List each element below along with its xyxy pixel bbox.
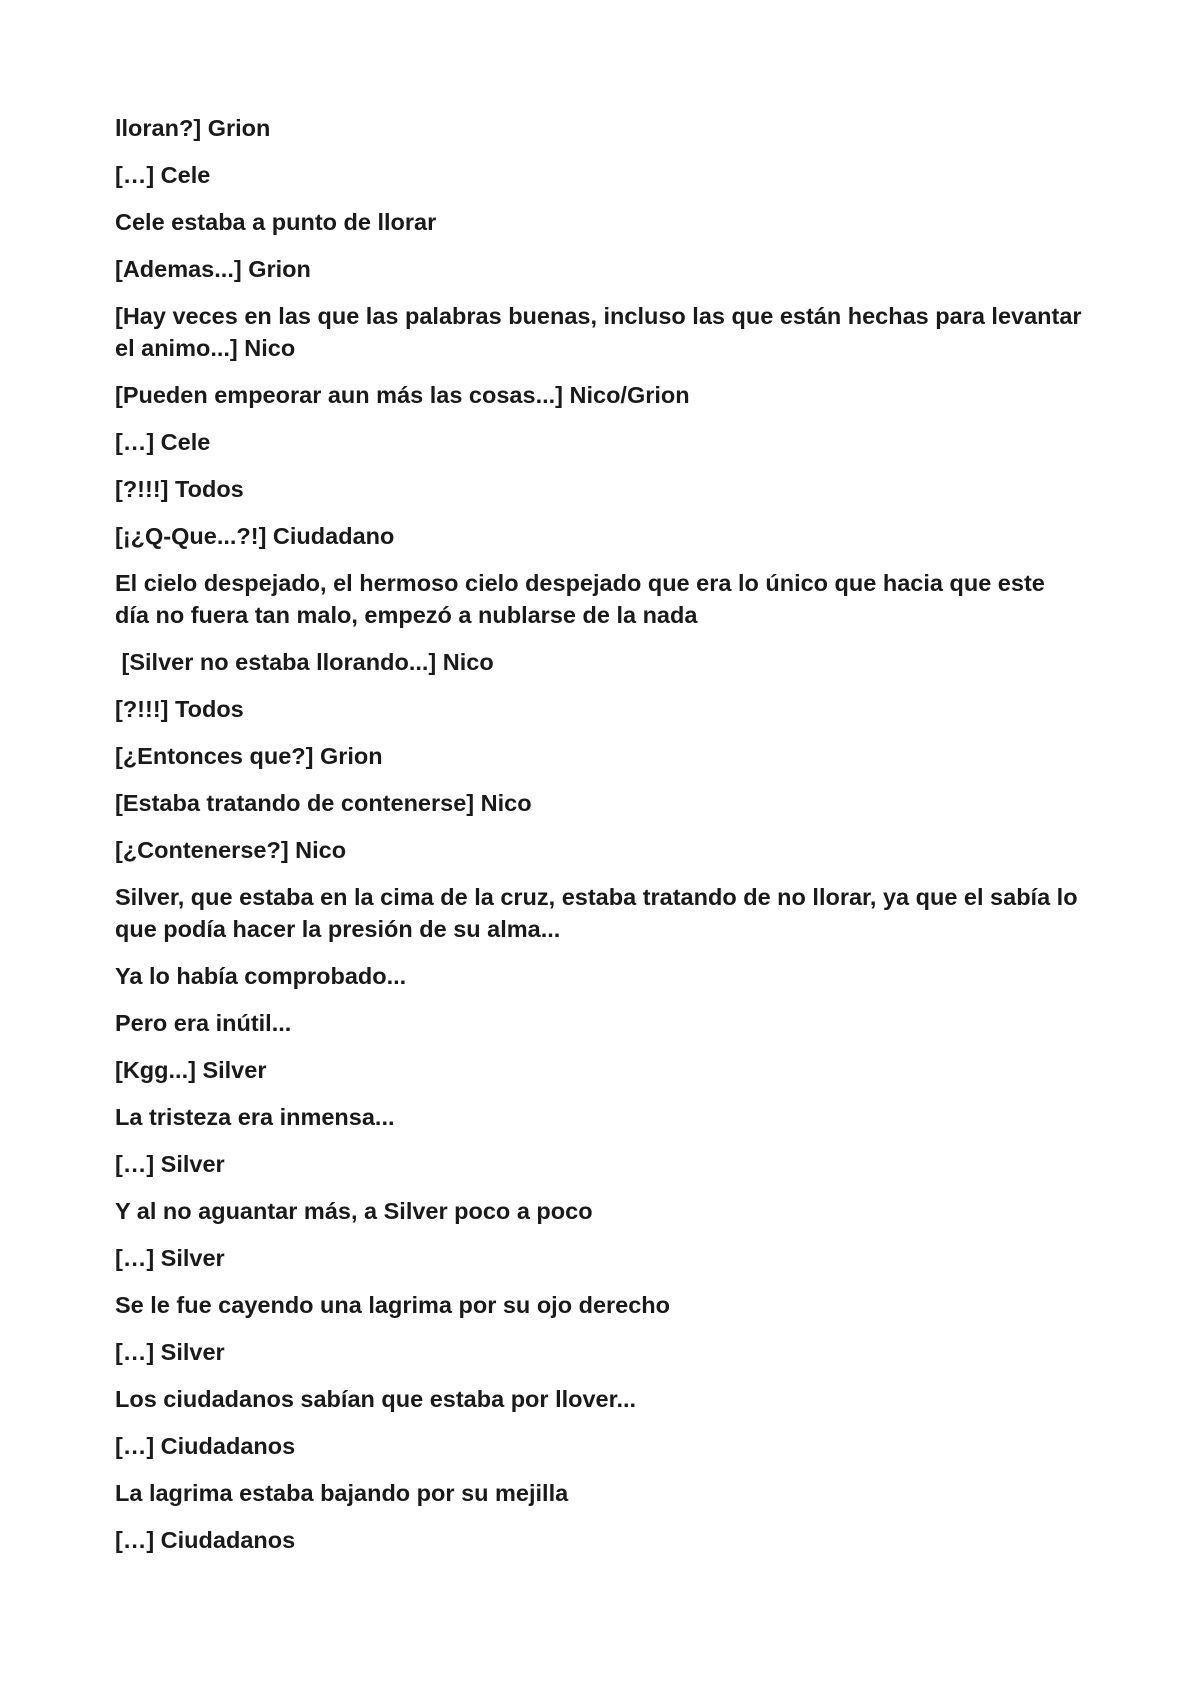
paragraph: lloran?] Grion (115, 115, 271, 141)
paragraph: El cielo despejado, el hermoso cielo despejado que era lo único que hacia que este día no fuera tan malo, empezó a nublarse de la nada (115, 570, 1052, 628)
paragraph: […] Silver (115, 1339, 225, 1365)
paragraph: Y al no aguantar más, a Silver poco a poco (115, 1198, 593, 1224)
paragraph: Silver, que estaba en la cima de la cruz, estaba tratando de no llorar, ya que el sabía lo que podía hacer la presión de su alma... (115, 884, 1085, 942)
paragraph: La lagrima estaba bajando por su mejilla (115, 1480, 569, 1506)
paragraph: […] Cele (115, 162, 211, 188)
paragraph: [?!!!] Todos (115, 476, 244, 502)
paragraph: [¿Entonces que?] Grion (115, 743, 383, 769)
paragraph: […] Ciudadanos (115, 1433, 296, 1459)
paragraph: Se le fue cayendo una lagrima por su ojo derecho (115, 1292, 671, 1318)
paragraph: [Estaba tratando de contenerse] Nico (115, 790, 532, 816)
paragraph: La tristeza era inmensa... (115, 1104, 395, 1130)
paragraph: Los ciudadanos sabían que estaba por llover... (115, 1386, 637, 1412)
paragraph: [?!!!] Todos (115, 696, 244, 722)
paragraph: […] Cele (115, 429, 211, 455)
paragraph: […] Silver (115, 1245, 225, 1271)
page-body (115, 112, 1089, 1571)
paragraph: [¿Contenerse?] Nico (115, 837, 347, 863)
paragraph: Pero era inútil... (115, 1010, 292, 1036)
paragraph: [¡¿Q-Que...?!] Ciudadano (115, 523, 395, 549)
paragraph: [Hay veces en las que las palabras buenas, incluso las que están hechas para levantar el animo...] Nico (115, 303, 1089, 361)
paragraph: Ya lo había comprobado... (115, 963, 407, 989)
paragraph: […] Ciudadanos (115, 1527, 296, 1553)
paragraph: [Ademas...] Grion (115, 256, 311, 282)
paragraph: […] Silver (115, 1151, 225, 1177)
paragraph: [Kgg...] Silver (115, 1057, 267, 1083)
paragraph: [Pueden empeorar aun más las cosas...] Nico/Grion (115, 382, 690, 408)
paragraph: Cele estaba a punto de llorar (115, 209, 437, 235)
paragraph: [Silver no estaba llorando...] Nico (115, 649, 494, 675)
